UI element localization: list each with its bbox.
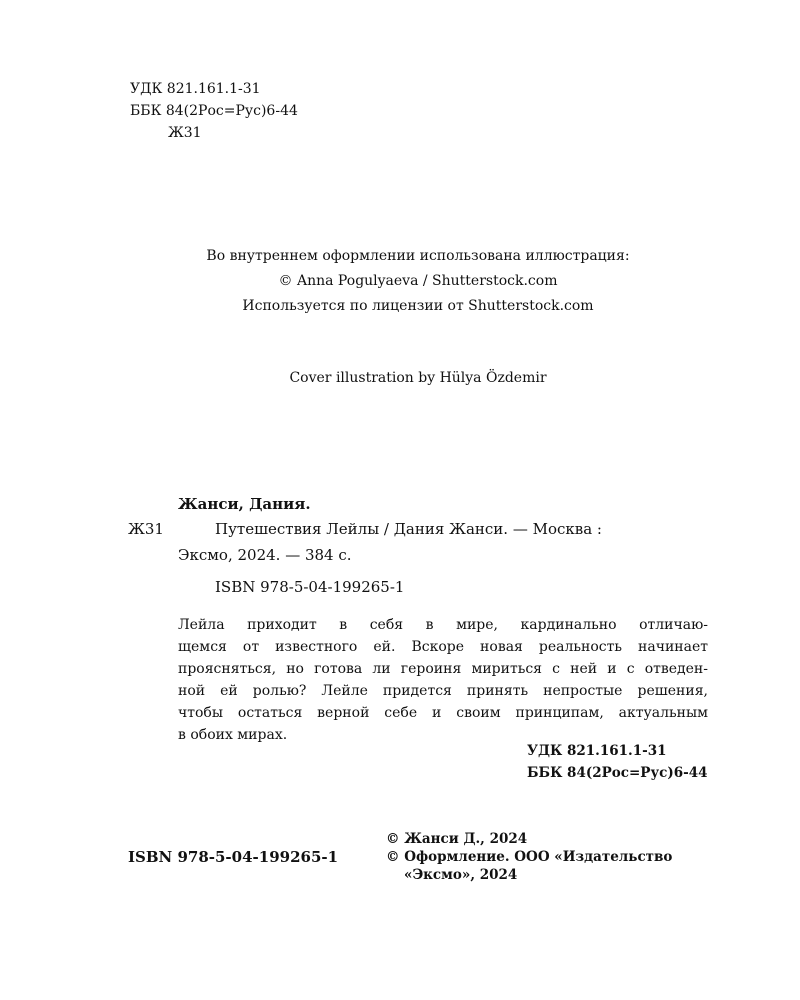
isbn-bold: ISBN 978-5-04-199265-1 — [128, 848, 339, 866]
bbk-code: ББК 84(2Рос=Рус)6-44 — [130, 103, 298, 119]
copyright-design-cont: «Эксмо», 2024 — [404, 867, 518, 883]
cover-credit: Cover illustration by Hülya Özdemir — [289, 370, 547, 386]
copyright-design: © Оформление. ООО «Издательство — [386, 849, 673, 865]
annotation-line: щемся от известного ей. Вскоре новая реальность начинает — [178, 639, 708, 655]
annotation-line: чтобы остаться верной себе и своим принципам, актуальным — [178, 705, 708, 721]
annotation — [178, 614, 708, 746]
bib-author: Жанси, Дания. — [178, 495, 311, 513]
credit-line: Во внутреннем оформлении использована иллюстрация: — [206, 248, 630, 264]
bbk-code-bottom: ББК 84(2Рос=Рус)6-44 — [527, 765, 708, 781]
credit-line: © Anna Pogulyaeva / Shutterstock.com — [278, 273, 558, 289]
annotation-line: в обоих мирах. — [178, 727, 288, 743]
udk-code-bottom: УДК 821.161.1-31 — [527, 743, 667, 759]
copyright-author: © Жанси Д., 2024 — [386, 831, 528, 847]
bib-imprint-line: Эксмо, 2024. — 384 с. — [178, 546, 352, 564]
author-mark: Ж31 — [168, 125, 202, 141]
classification-top — [130, 78, 298, 144]
classification-bottom — [527, 740, 708, 784]
illustration-credits — [0, 244, 800, 319]
udk-code: УДК 821.161.1-31 — [130, 81, 261, 97]
bib-title-line: Путешествия Лейлы / Дания Жанси. — Москва : — [215, 520, 602, 538]
annotation-line: проясняться, но готова ли героиня мириться с ней и с отведен- — [178, 661, 708, 677]
bib-isbn: ISBN 978-5-04-199265-1 — [215, 578, 405, 596]
annotation-line: Лейла приходит в себя в мире, кардинально отличаю- — [178, 617, 708, 633]
copyright-block — [386, 830, 672, 884]
bib-author-mark: Ж31 — [128, 520, 164, 538]
credit-line: Используется по лицензии от Shutterstock.com — [242, 298, 594, 314]
annotation-line: ной ей ролью? Лейле придется принять непростые решения, — [178, 683, 708, 699]
